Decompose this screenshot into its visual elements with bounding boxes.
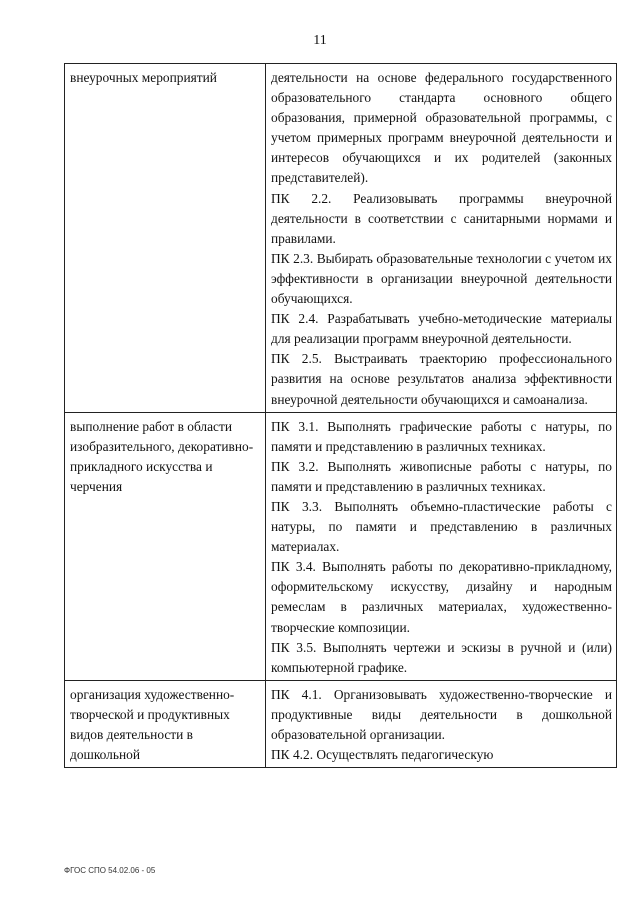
competency-text: ПК 2.3. Выбирать образовательные технологии с учетом их эффективности в организации внеурочной деятельности обучающихся. — [271, 250, 612, 307]
competency-text: ПК 3.3. Выполнять объемно-пластические работы с натуры, по памяти и представлению в различных материалах. — [271, 498, 612, 555]
competency-text: ПК 2.5. Выстраивать траекторию профессионального развития на основе результатов анализа эффективности внеурочной деятельности обучающихся и самоанализа. — [271, 351, 612, 407]
activity-cell: выполнение работ в области изобразительного, декоративно-прикладного искусства и черчения — [65, 412, 266, 680]
competencies-cell — [266, 680, 617, 767]
competency-text: ПК 3.1. Выполнять графические работы с натуры, по памяти и представлению в различных техниках. — [271, 418, 612, 454]
activity-cell: внеурочных мероприятий — [65, 64, 266, 413]
competency-text: ПК 4.2. Осуществлять педагогическую — [271, 747, 494, 763]
competency-text: ПК 4.1. Организовывать художественно-творческие и продуктивные виды деятельности в дошкольной образовательной организации. — [271, 686, 612, 742]
table-row — [65, 412, 617, 680]
table-row — [65, 680, 617, 767]
competency-text: ПК 3.2. Выполнять живописные работы с натуры, по памяти и представлению в различных техниках. — [271, 458, 612, 494]
page-number: 11 — [313, 33, 327, 48]
competency-text: ПК 3.4. Выполнять работы по декоративно-прикладному, оформительскому искусству, дизайну и народным ремеслам в различных материалах, художественно-творческие композиции. — [271, 559, 612, 635]
competency-text: ПК 2.2. Реализовывать программы внеурочной деятельности в соответствии с санитарными нормами и правилами. — [271, 190, 612, 246]
activity-cell: организация художественно-творческой и продуктивных видов деятельности в дошкольной — [65, 680, 266, 767]
competency-text: ПК 3.5. Выполнять чертежи и эскизы в ручной и (или) компьютерной графике. — [271, 639, 612, 675]
competency-text: деятельности на основе федерального государственного образовательного стандарта основного общего образования, примерной образовательной программы, с учетом примерных программ внеурочной деятельности и интересов обучающихся и их родителей (законных представителей). — [271, 70, 612, 186]
table-row — [65, 64, 617, 413]
competencies-cell — [266, 412, 617, 680]
competencies-cell — [266, 64, 617, 413]
document-footer: ФГОС СПО 54.02.06 - 05 — [64, 866, 156, 875]
competency-text: ПК 2.4. Разрабатывать учебно-методические материалы для реализации программ внеурочной деятельности. — [271, 311, 612, 347]
competency-table — [64, 63, 617, 768]
